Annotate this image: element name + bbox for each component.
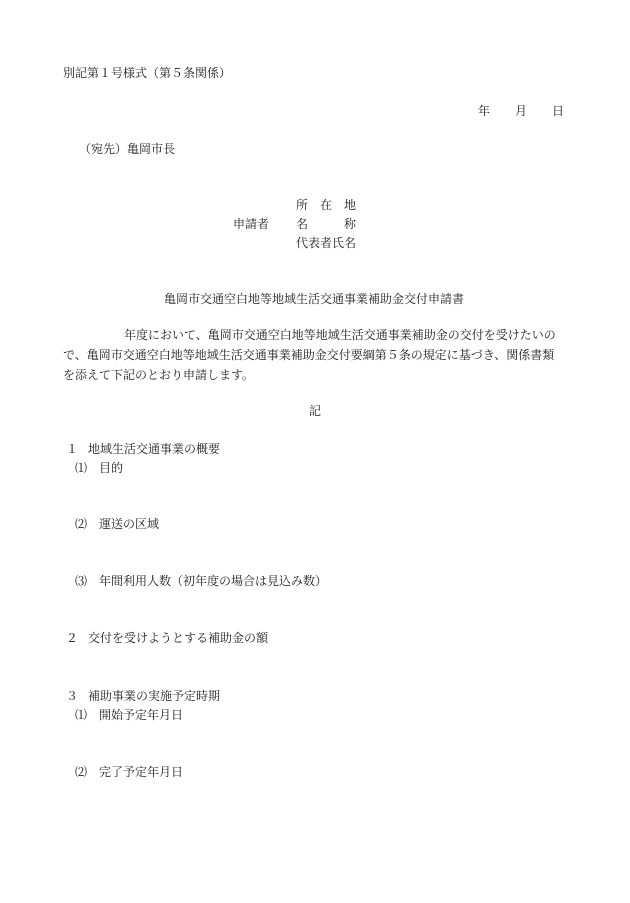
section-3-label: 補助事業の実施予定時期 xyxy=(88,689,221,703)
section-2-number: ２ xyxy=(66,631,79,645)
ki-heading: 記 xyxy=(309,404,322,418)
addressee: （宛先）亀岡市長 xyxy=(79,142,176,156)
section-3-item-2-number: ⑵ xyxy=(75,765,88,779)
section-1-label: 地域生活交通事業の概要 xyxy=(88,442,221,456)
section-1-item-2-label: 運送の区域 xyxy=(99,517,160,531)
date-day-label: 日 xyxy=(552,104,565,118)
applicant-address-label: 所 在 地 xyxy=(296,198,357,212)
section-3-number: ３ xyxy=(66,689,79,703)
applicant-label: 申請者 xyxy=(233,217,270,231)
applicant-name-label-a: 名 xyxy=(296,217,309,231)
body-line-1: 年度において、亀岡市交通空白地等地域生活交通事業補助金の交付を受けたいの xyxy=(124,328,556,342)
section-3-item-2-label: 完了予定年月日 xyxy=(99,765,184,779)
section-1-item-3-number: ⑶ xyxy=(75,574,88,588)
section-1-number: １ xyxy=(66,442,79,456)
applicant-representative-label: 代表者氏名 xyxy=(296,236,357,250)
applicant-name-label-b: 称 xyxy=(344,217,357,231)
section-2-label: 交付を受けようとする補助金の額 xyxy=(88,631,269,645)
form-label: 別記第１号様式（第５条関係） xyxy=(63,66,232,80)
section-1-item-2-number: ⑵ xyxy=(75,517,88,531)
body-line-2: で、亀岡市交通空白地等地域生活交通事業補助金交付要綱第５条の規定に基づき、関係書類 xyxy=(63,348,555,362)
body-line-3: を添えて下記のとおり申請します。 xyxy=(63,368,255,382)
section-1-item-1-label: 目的 xyxy=(99,461,124,475)
date-year-label: 年 xyxy=(478,104,491,118)
section-1-item-1-number: ⑴ xyxy=(75,461,88,475)
section-3-item-1-label: 開始予定年月日 xyxy=(99,708,184,722)
section-1-item-3-label: 年間利用人数（初年度の場合は見込み数） xyxy=(99,574,328,588)
date-month-label: 月 xyxy=(515,104,528,118)
document-title: 亀岡市交通空白地等地域生活交通事業補助金交付申請書 xyxy=(164,292,465,306)
section-3-item-1-number: ⑴ xyxy=(75,708,88,722)
